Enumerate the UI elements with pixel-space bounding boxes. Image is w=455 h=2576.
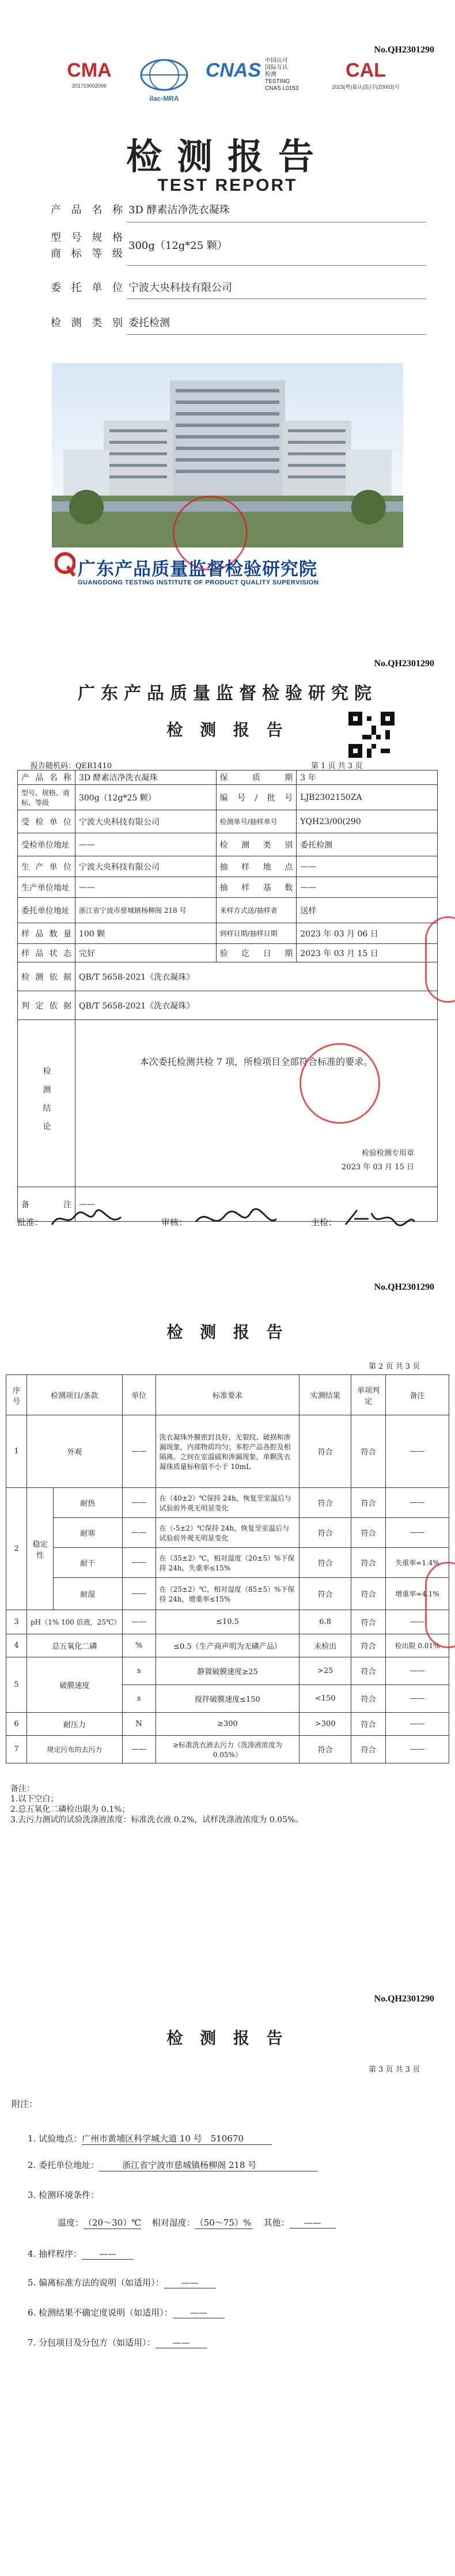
page-counter-p3: 第 2 页 共 3 页 [369, 1362, 420, 1371]
approve-label: 批准： [17, 1217, 44, 1227]
institute-name: 广东产品质量监督检验研究院 [78, 683, 377, 704]
red-seal-edge-p3 [425, 1562, 455, 1648]
table-row: 5 破膜速度 s 静置破膜速度≥25 >25 符合 —— [6, 1657, 449, 1685]
table-row: 4 总五氧化二磷 % ≤0.5（生产商声明为无磷产品） 未检出 符合 检出限 0.01% [6, 1634, 449, 1657]
table-row: 1 外观 —— 洗衣凝珠外膜密封良好，无裂纹、破损和渗漏现象，内部物质均匀；多腔产品各腔及相隔离。之间在室温硫和渗漏现象，单颗洗衣凝珠质量标称值不小于 10mL 符合 符合 —— [6, 1415, 449, 1488]
notes: 备注： 1.以下空白； 2.总五氧化二磷检出限为 0.1%； 3.去污力测试的试验洗涤液浓度：标准洗衣液 0.2%，试样洗涤液浓度为 0.05%。 [10, 1784, 304, 1825]
report-number: No.QH2301290 [374, 45, 434, 55]
page2-title: 检 测 报 告 [166, 720, 289, 739]
attachment-env: 温度：（20～30）℃ 相对湿度：（50～75）% 其他： —— [58, 2216, 336, 2229]
page-counter-p2: 第 1 页 共 3 页 [311, 762, 363, 770]
report-random-code: 报告随机码：QER1410 [31, 762, 112, 770]
attachment-item: 7. 分包项目及分包方（如适用）： —— [28, 2336, 207, 2348]
page4-title: 检 测 报 告 [166, 2029, 289, 2048]
ilac-logo: ilac-MRA [132, 58, 196, 103]
table-row: 耐寒 —— 在（-5±2）℃保持 24h，恢复至室温后与试验前外观无明显变化 符合 符合 —— [6, 1518, 449, 1548]
table-row: s 搅拌破膜速度≤150 <150 符合 —— [6, 1685, 449, 1713]
table-row: 2 稳定性 耐热 —— 在（40±2）℃保持 24h，恢复至室温后与试验前外观无明显变化 符合 符合 —— [6, 1488, 449, 1518]
audit-signature [193, 1204, 279, 1233]
main-tester-signature [343, 1204, 418, 1233]
page-counter-p4: 第 3 页 共 3 页 [369, 2065, 420, 2074]
red-seal-edge-p2 [425, 916, 455, 1003]
cnas-text: 中国认可 国际互认 检测 TESTING CNAS L0153 [265, 58, 299, 92]
conclusion-date: 2023 年 03 月 15 日 [342, 1163, 414, 1172]
attachment-item: 4. 抽样程序： —— [28, 2248, 134, 2260]
report-number-p4: No.QH2301290 [374, 1994, 434, 2004]
summary-table: 产品名称 3D 酵素洁净洗衣凝珠 保质期 3 年 型号、规格、商标、等级 300g（12g*25 颗） 编号/批号 LJB2302150ZA 受检单位 宁波大央科技有限公司 检测单号/抽样单号 YQH23/00(290 受检单位地址 —— 检测类别 委托检测 生产单位 宁波大央科技有限公司 抽样地点 —— 生产单位地址 —— 抽样基数 —— 委托单位地址 浙江省宁波市慈城镇杨柳阁 218 号 来样方式送/抽样者 送样 样品数量 100 颗 到样日期/抽样日期 2023 年 03 月 06 日 样品状态 完好 验讫日期 2023 年 03 月 15 日 检测依据 QB/T 5658-2021《洗衣凝珠》 判定依据 QB/T 5658-2021《洗衣凝珠》 检测结论 本次委托检测共检 7 项，所检项目全部符合标准的要求。 检验检测专用章 2023 年 03 月 15 日 备注 —— [17, 770, 438, 1222]
cal-logo: CAL 2023(粤)量认(监)字(Z0003)号 [332, 59, 400, 90]
report-title-cn: 检测报告 [126, 135, 329, 177]
red-seal-conclusion [299, 1043, 380, 1124]
gdqt-logo-icon [55, 550, 75, 585]
main-tester-label: 主检： [311, 1217, 338, 1227]
report-number-p2: No.QH2301290 [374, 659, 434, 668]
qr-code [348, 712, 395, 758]
table-row: 耐湿 —— 在（25±2）℃，相对湿度（85±5）%下保持 24h，增重率≤15% 符合 符合 增重率=4.1% [6, 1578, 449, 1610]
cnas-logo: CNAS [205, 59, 261, 81]
table-row: 耐干 —— 在（35±2）℃，相对湿度（20±5）%下保持 24h，失重率≤15% 符合 符合 失重率=1.4% [6, 1548, 449, 1578]
cma-logo: CMA 201719002006 [67, 59, 112, 89]
attachment-item: 6. 检测结果不确定度说明（如适用）： —— [28, 2306, 225, 2318]
institute-banner: 广东产品质量监督检验研究院 [78, 559, 317, 579]
table-row: 3 pH（1% 100 倍液，25℃） —— ≤10.5 6.8 符合 —— [6, 1610, 449, 1634]
attachment-item: 2. 委托单位地址： 浙江省宁波市慈城镇杨柳阁 218 号 [28, 2159, 318, 2171]
audit-label: 审核： [161, 1217, 188, 1227]
cover-page: No.QH2301290 CMA 201719002006 ilac-MRA CNAS 中国认可 国际互认 检测 TESTING CNAS L0153 CAL 2023(粤)量认(监)字(Z0003)号 检测报告 TEST REPORT 产品名称 3D 酵素洁净洗衣凝珠 型号规格 商标等级 300g（12g*25 颗） 委托单位 宁波大央科技有限公司 检测类别 委托检测 广东产品质量监督检验研究院 GUANGDONG TESTING INSTITUTE OF PRODUCT QUALITY SUPERVISION [0, 0, 455, 640]
conclusion-seal: 检验检测专用章 [361, 1149, 414, 1158]
report-title-en: TEST REPORT [157, 176, 298, 195]
attachment-item: 3. 检测环境条件： [28, 2190, 100, 2200]
attachment-item: 1. 试验地点：广州市黄埔区科学城大道 10 号 510670 [28, 2132, 272, 2145]
report-number-p3: No.QH2301290 [374, 1282, 434, 1292]
page3-title: 检 测 报 告 [166, 1323, 289, 1342]
table-row: 6 耐压力 N ≥300 >300 符合 —— [6, 1713, 449, 1736]
conclusion-text: 本次委托检测共检 7 项，所检项目全部符合标准的要求。 [139, 1056, 373, 1067]
institute-banner-en: GUANGDONG TESTING INSTITUTE OF PRODUCT QUALITY SUPERVISION [78, 579, 319, 586]
attachment-item: 5. 偏离标准方法的说明（如适用）： —— [28, 2276, 216, 2288]
table-row: 7 规定污布的去污力 —— ≥标准洗衣液去污力（洗涤液浓度为 0.05%） 符合 符合 —— [6, 1736, 449, 1763]
approve-signature [49, 1204, 124, 1233]
attachments-label: 附注： [12, 2099, 38, 2109]
results-table: 序号 检测项目/条款 单位 标准要求 实测结果 单项判定 备注 1 外观 —— 洗衣凝珠外膜密封良好，无裂纹、破损和渗漏现象，内部物质均匀；多腔产品各腔及相隔离。之间在室温硫和渗漏现象，单颗洗衣凝珠质量标称值不小于 10mL 符合 符合 —— 2 稳定性 耐热 —— 在（40±2）℃保持 24h，恢复至室温后与试验前外观无明显变化 符合 符合 —— 耐寒 —— 在（-5±2）℃保持 24h，恢复至室温后与试验前外观无明显变化 符合 符合 —— 耐干 —— 在（35±2）℃，相对湿度（20±5）%下保持 24h，失重率≤15% 符合 符合 失重率=1.4% 耐湿 —— 在（25±2）℃，相对湿度（85±5）%下保持 24h，增重率≤15% 符合 符合 增重率=4.1% 3 pH（1% 100 倍液，25℃） —— ≤10.5 6.8 符合 —— 4 总五氧化二磷 % ≤0.5（生产商声明为无磷产品） 未检出 符合 检出限 0.01% 5 破膜速度 s 静置破膜速度≥25 >25 符合 —— s 搅拌破膜速度≤150 <150 符合 —— 6 耐压力 N ≥300 >300 符合 —— 7 规定污布的去污力 —— ≥标准洗衣液去污力（洗涤液浓度为 0.05%） 符合 符合 —— [6, 1374, 449, 1763]
